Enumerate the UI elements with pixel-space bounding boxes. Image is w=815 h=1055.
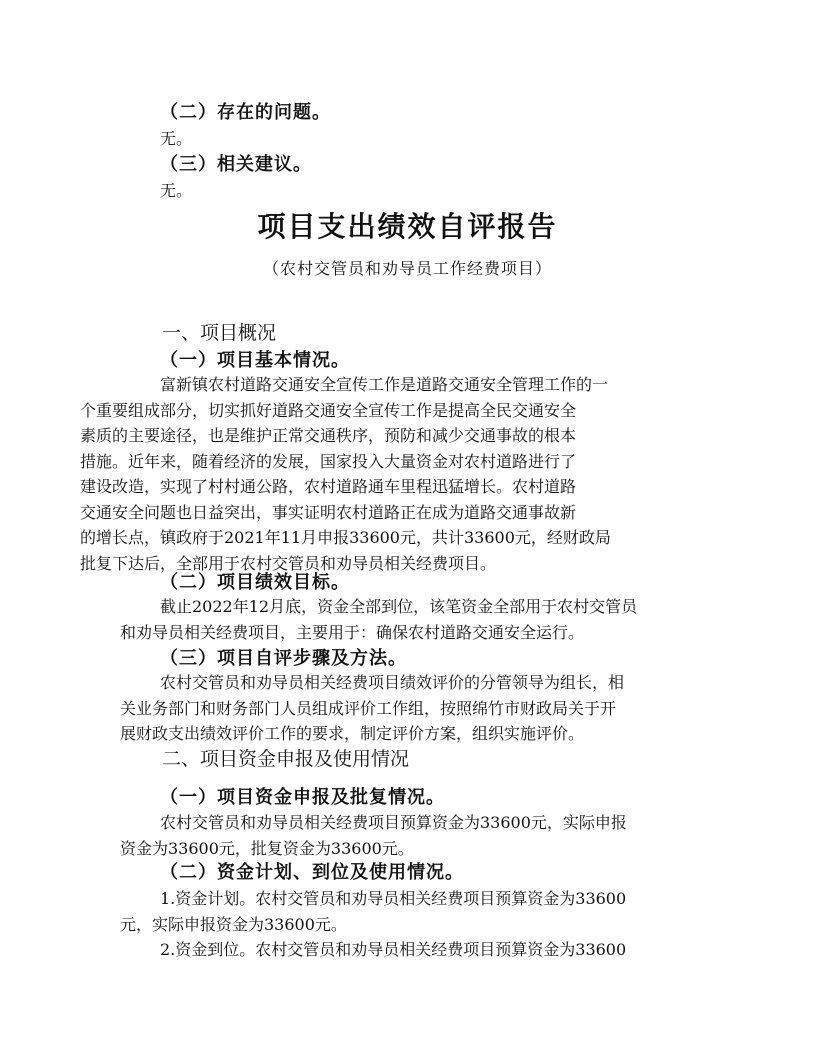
paragraph-line: 资金为33600元，批复资金为33600元。 — [120, 838, 414, 858]
paragraph-line: 展财政支出绩效评价工作的要求，制定评价方案，组织实施评价。 — [120, 724, 585, 743]
paragraph-line: 富新镇农村道路交通安全宣传工作是道路交通安全管理工作的一 — [160, 375, 609, 394]
section1-sub2-paragraph — [120, 594, 700, 645]
problems-text: 无。 — [160, 129, 193, 148]
paragraph-line: 农村交管员和劝导员相关经费项目绩效评价的分管领导为组长，相 — [160, 673, 625, 692]
paragraph-line: 农村交管员和劝导员相关经费项目预算资金为33600元，实际申报 — [160, 813, 627, 832]
section2-sub1-paragraph — [120, 810, 700, 861]
paragraph-line: 交通安全问题也日益突出，事实证明农村道路正在成为道路交通事故新 — [80, 502, 577, 522]
report-subtitle: （农村交管员和劝导员工作经费项目） — [262, 259, 552, 278]
paragraph-line: 建设改造，实现了村村通公路，农村道路通车里程迅猛增长。农村道路 — [80, 477, 577, 496]
section1-sub1-heading: （一）项目基本情况。 — [160, 350, 350, 371]
section1-heading: 一、项目概况 — [162, 322, 277, 344]
suggestions-text: 无。 — [160, 181, 193, 200]
section2-sub2-heading: （二）资金计划、到位及使用情况。 — [160, 862, 464, 883]
section2-heading: 二、项目资金申报及使用情况 — [162, 748, 410, 770]
report-title: 项目支出绩效自评报告 — [257, 210, 558, 243]
section-heading-problems: （二）存在的问题。 — [160, 102, 331, 123]
paragraph-line: 1.资金计划。农村交管员和劝导员相关经费项目预算资金为33600 — [160, 889, 627, 908]
section1-sub3-heading: （三）项目自评步骤及方法。 — [160, 648, 407, 669]
section1-sub2-heading: （二）项目绩效目标。 — [160, 572, 350, 593]
paragraph-line: 素质的主要途径，也是维护正常交通秩序，预防和减少交通事故的根本 — [80, 426, 577, 445]
paragraph-line: 关业务部门和财务部门人员组成评价工作组，按照绵竹市财政局关于开 — [120, 698, 617, 718]
paragraph-line: 个重要组成部分，切实抓好道路交通安全宣传工作是提高全民交通安全 — [80, 400, 577, 420]
section1-sub3-paragraph — [120, 670, 700, 747]
paragraph-line: 2.资金到位。农村交管员和劝导员相关经费项目预算资金为33600 — [160, 940, 627, 959]
paragraph-line: 批复下达后，全部用于农村交管员和劝导员相关经费项目。 — [80, 553, 497, 573]
paragraph-line: 和劝导员相关经费项目，主要用于：确保农村道路交通安全运行。 — [120, 622, 585, 642]
section2-sub1-heading: （一）项目资金申报及批复情况。 — [160, 787, 445, 808]
paragraph-line: 的增长点，镇政府于2021年11月申报33600元，共计33600元，经财政局 — [80, 528, 611, 547]
section-heading-suggestions: （三）相关建议。 — [160, 154, 312, 175]
section1-sub1-paragraph — [80, 372, 700, 576]
paragraph-line: 措施。近年来，随着经济的发展，国家投入大量资金对农村道路进行了 — [80, 451, 577, 471]
paragraph-line: 截止2022年12月底，资金全部到位，该笔资金全部用于农村交管员 — [160, 597, 638, 616]
paragraph-line: 元，实际申报资金为33600元。 — [120, 914, 347, 934]
section2-sub2-paragraph — [120, 886, 700, 963]
